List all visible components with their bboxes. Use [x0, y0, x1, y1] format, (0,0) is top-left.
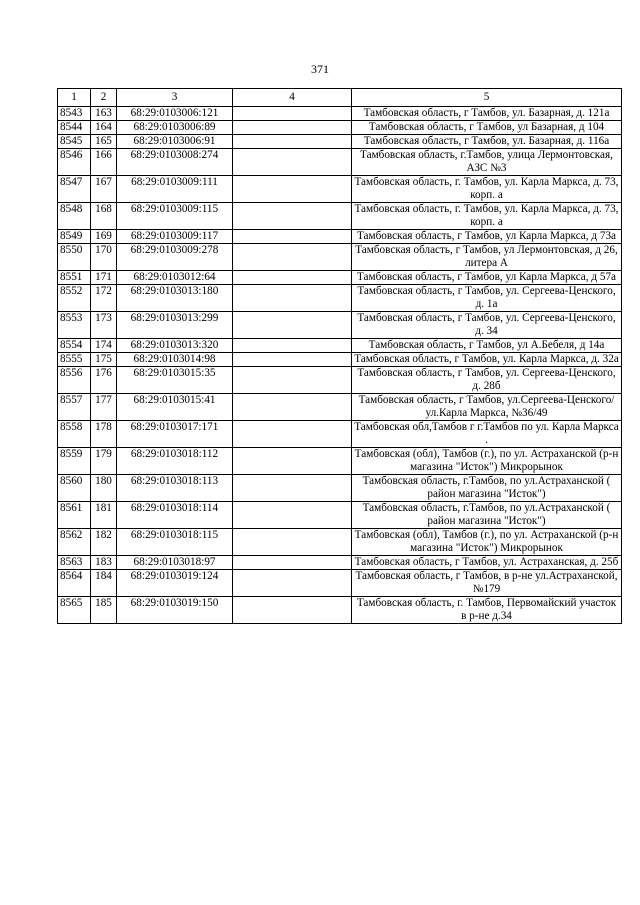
address-cell: Тамбовская (обл), Тамбов (г.), по ул. Астраханской (р-н магазина "Исток") Микрорынок	[352, 448, 622, 475]
column-4-cell	[233, 121, 352, 135]
table-row	[58, 149, 622, 176]
column-header-3: 3	[117, 89, 233, 107]
row-index: 179	[91, 448, 117, 475]
column-4-cell	[233, 556, 352, 570]
table-row	[58, 353, 622, 367]
cadastral-number: 68:29:0103012:64	[117, 271, 233, 285]
row-index: 181	[91, 502, 117, 529]
table-row	[58, 176, 622, 203]
row-index: 171	[91, 271, 117, 285]
column-4-cell	[233, 353, 352, 367]
address-cell: Тамбовская область, г.Тамбов, по ул.Астраханской ( район магазина "Исток")	[352, 502, 622, 529]
row-number: 8558	[58, 421, 91, 448]
table-row	[58, 135, 622, 149]
row-index: 185	[91, 597, 117, 624]
table-row	[58, 556, 622, 570]
address-cell: Тамбовская область, г.Тамбов, по ул.Астраханской ( район магазина "Исток")	[352, 475, 622, 502]
row-number: 8549	[58, 230, 91, 244]
column-4-cell	[233, 597, 352, 624]
cadastral-number: 68:29:0103013:299	[117, 312, 233, 339]
cadastral-number: 68:29:0103013:320	[117, 339, 233, 353]
row-number: 8562	[58, 529, 91, 556]
table-row	[58, 475, 622, 502]
column-4-cell	[233, 339, 352, 353]
row-index: 173	[91, 312, 117, 339]
column-4-cell	[233, 135, 352, 149]
cadastral-number: 68:29:0103006:121	[117, 107, 233, 121]
cadastral-number: 68:29:0103013:180	[117, 285, 233, 312]
column-4-cell	[233, 176, 352, 203]
column-4-cell	[233, 421, 352, 448]
address-cell: Тамбовская область, г Тамбов, в р-не ул.Астраханской, №179	[352, 570, 622, 597]
address-cell: Тамбовская область, г. Тамбов, Первомайский участок в р-не д.34	[352, 597, 622, 624]
cadastral-number: 68:29:0103019:150	[117, 597, 233, 624]
cadastral-number: 68:29:0103006:91	[117, 135, 233, 149]
cadastral-number: 68:29:0103006:89	[117, 121, 233, 135]
table-row	[58, 107, 622, 121]
row-number: 8550	[58, 244, 91, 271]
column-4-cell	[233, 448, 352, 475]
table-row	[58, 529, 622, 556]
row-index: 184	[91, 570, 117, 597]
row-number: 8563	[58, 556, 91, 570]
table-row	[58, 244, 622, 271]
table-row	[58, 271, 622, 285]
table-row	[58, 597, 622, 624]
row-index: 178	[91, 421, 117, 448]
address-cell: Тамбовская область, г Тамбов, ул.Сергеева-Ценского/ул.Карла Маркса, №36/49	[352, 394, 622, 421]
cadastral-number: 68:29:0103008:274	[117, 149, 233, 176]
row-number: 8561	[58, 502, 91, 529]
address-cell: Тамбовская область, г Тамбов, ул. Сергеева-Ценского, д. 28б	[352, 367, 622, 394]
cadastral-number: 68:29:0103018:114	[117, 502, 233, 529]
cadastral-number: 68:29:0103015:35	[117, 367, 233, 394]
row-number: 8546	[58, 149, 91, 176]
row-index: 176	[91, 367, 117, 394]
row-number: 8554	[58, 339, 91, 353]
address-cell: Тамбовская область, г Тамбов, ул. Сергеева-Ценского, д. 1а	[352, 285, 622, 312]
row-index: 183	[91, 556, 117, 570]
row-index: 172	[91, 285, 117, 312]
row-number: 8545	[58, 135, 91, 149]
row-index: 168	[91, 203, 117, 230]
column-4-cell	[233, 502, 352, 529]
row-number: 8548	[58, 203, 91, 230]
column-4-cell	[233, 529, 352, 556]
table-header-row	[58, 89, 622, 107]
address-cell: Тамбовская область, г.Тамбов, улица Лермонтовская, АЗС №3	[352, 149, 622, 176]
row-number: 8547	[58, 176, 91, 203]
address-cell: Тамбовская область, г Тамбов, ул Карла Маркса, д 73а	[352, 230, 622, 244]
address-cell: Тамбовская область, г Тамбов, ул Карла Маркса, д 57а	[352, 271, 622, 285]
column-4-cell	[233, 367, 352, 394]
cadastral-number: 68:29:0103018:115	[117, 529, 233, 556]
address-cell: Тамбовская область, г. Тамбов, ул. Карла Маркса, д. 73, корп. а	[352, 203, 622, 230]
table-row	[58, 421, 622, 448]
cadastral-number: 68:29:0103017:171	[117, 421, 233, 448]
address-cell: Тамбовская область, г Тамбов, ул Базарная, д 104	[352, 121, 622, 135]
column-4-cell	[233, 230, 352, 244]
row-index: 167	[91, 176, 117, 203]
column-4-cell	[233, 475, 352, 502]
address-cell: Тамбовская область, г. Тамбов, ул. Карла Маркса, д. 73, корп. а	[352, 176, 622, 203]
address-cell: Тамбовская область, г Тамбов, ул. Базарная, д. 121а	[352, 107, 622, 121]
column-4-cell	[233, 312, 352, 339]
table-row	[58, 285, 622, 312]
address-cell: Тамбовская (обл), Тамбов (г.), по ул. Астраханской (р-н магазина "Исток") Микрорынок	[352, 529, 622, 556]
row-number: 8559	[58, 448, 91, 475]
column-4-cell	[233, 285, 352, 312]
table-row	[58, 312, 622, 339]
cadastral-number: 68:29:0103009:115	[117, 203, 233, 230]
column-header-1: 1	[58, 89, 91, 107]
row-number: 8557	[58, 394, 91, 421]
row-number: 8553	[58, 312, 91, 339]
column-header-5: 5	[352, 89, 622, 107]
address-cell: Тамбовская область, г Тамбов, ул. Базарная, д. 116а	[352, 135, 622, 149]
column-4-cell	[233, 570, 352, 597]
column-4-cell	[233, 394, 352, 421]
row-number: 8555	[58, 353, 91, 367]
row-index: 169	[91, 230, 117, 244]
address-cell: Тамбовская область, г Тамбов, ул. Астраханская, д. 25б	[352, 556, 622, 570]
cadastral-number: 68:29:0103015:41	[117, 394, 233, 421]
table-row	[58, 502, 622, 529]
table-row	[58, 367, 622, 394]
row-number: 8551	[58, 271, 91, 285]
page-number: 371	[311, 62, 329, 76]
column-4-cell	[233, 149, 352, 176]
row-number: 8556	[58, 367, 91, 394]
column-4-cell	[233, 271, 352, 285]
row-number: 8552	[58, 285, 91, 312]
cadastral-table	[57, 88, 622, 624]
cadastral-number: 68:29:0103014:98	[117, 353, 233, 367]
address-cell: Тамбовская область, г Тамбов, ул. Карла Маркса, д. 32а	[352, 353, 622, 367]
cadastral-number: 68:29:0103019:124	[117, 570, 233, 597]
table-row	[58, 121, 622, 135]
row-number: 8543	[58, 107, 91, 121]
row-index: 166	[91, 149, 117, 176]
column-header-2: 2	[91, 89, 117, 107]
row-index: 165	[91, 135, 117, 149]
address-cell: Тамбовская обл,Тамбов г г.Тамбов по ул. Карла Маркса .	[352, 421, 622, 448]
cadastral-number: 68:29:0103009:117	[117, 230, 233, 244]
row-number: 8544	[58, 121, 91, 135]
cadastral-number: 68:29:0103009:111	[117, 176, 233, 203]
column-4-cell	[233, 107, 352, 121]
table-row	[58, 394, 622, 421]
row-index: 182	[91, 529, 117, 556]
table-row	[58, 203, 622, 230]
row-index: 175	[91, 353, 117, 367]
address-cell: Тамбовская область, г Тамбов, ул. Сергеева-Ценского, д. 34	[352, 312, 622, 339]
cadastral-number: 68:29:0103009:278	[117, 244, 233, 271]
table-row	[58, 230, 622, 244]
column-4-cell	[233, 244, 352, 271]
row-index: 177	[91, 394, 117, 421]
address-cell: Тамбовская область, г Тамбов, ул Лермонтовская, д 26, литера А	[352, 244, 622, 271]
column-header-4: 4	[233, 89, 352, 107]
column-4-cell	[233, 203, 352, 230]
table-row	[58, 339, 622, 353]
row-index: 163	[91, 107, 117, 121]
row-index: 164	[91, 121, 117, 135]
table-row	[58, 448, 622, 475]
address-cell: Тамбовская область, г Тамбов, ул А.Бебеля, д 14а	[352, 339, 622, 353]
cadastral-number: 68:29:0103018:112	[117, 448, 233, 475]
row-number: 8560	[58, 475, 91, 502]
row-index: 180	[91, 475, 117, 502]
table-row	[58, 570, 622, 597]
row-index: 174	[91, 339, 117, 353]
cadastral-number: 68:29:0103018:97	[117, 556, 233, 570]
row-number: 8564	[58, 570, 91, 597]
row-index: 170	[91, 244, 117, 271]
row-number: 8565	[58, 597, 91, 624]
cadastral-number: 68:29:0103018:113	[117, 475, 233, 502]
